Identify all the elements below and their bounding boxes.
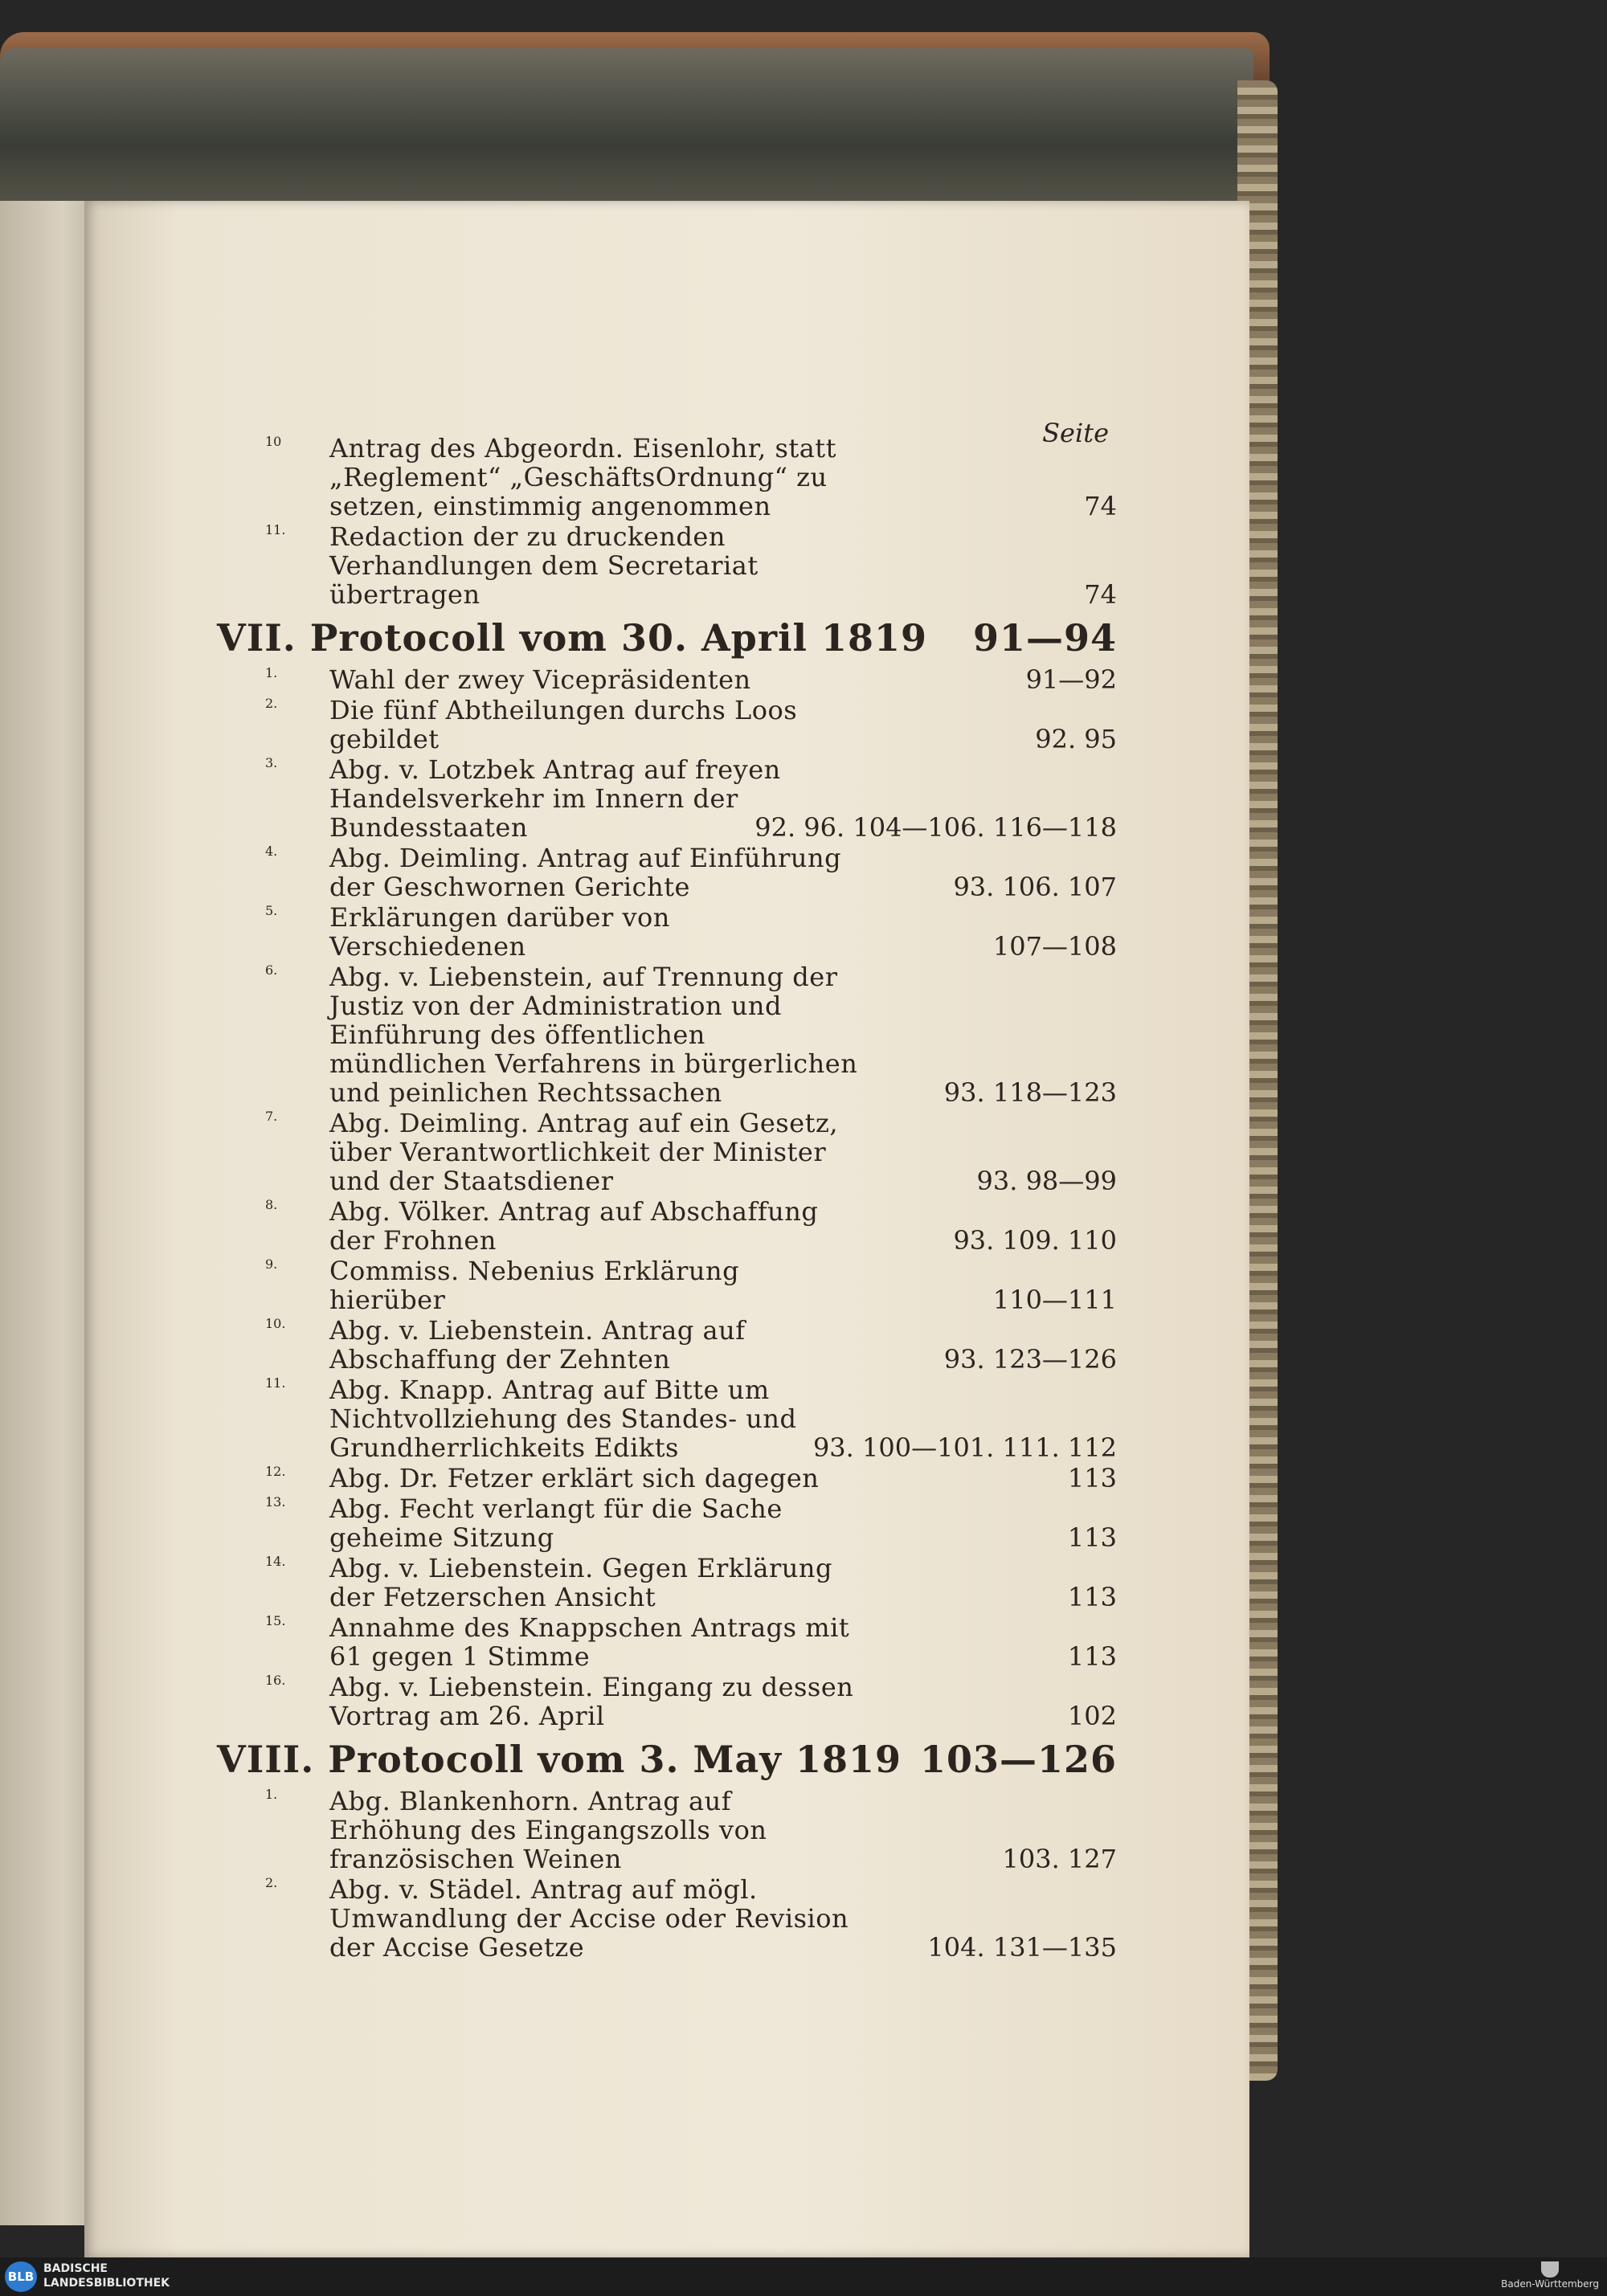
entry-number: 14. (265, 1554, 286, 1569)
footer-bar (0, 2257, 1607, 2296)
entry-number: 13. (265, 1494, 286, 1510)
entry-text: Abg. v. Liebenstein, auf Trennung der Justiz von der Administration und Einführung des öffentlichen mündlichen Verfahrens in bürgerlichen und peinlichen Rechtssachen (329, 962, 858, 1108)
section-7-entries (265, 665, 1117, 1730)
entry-text: Abg. v. Liebenstein. Gegen Erklärung der Fetzerschen Ansicht (329, 1553, 832, 1612)
state-mark (1501, 2261, 1599, 2290)
toc-entry (265, 1464, 1117, 1493)
entry-number: 11. (265, 522, 286, 537)
library-logo-icon: BLB (5, 2261, 37, 2292)
entry-text: Commiss. Nebenius Erklärung hierüber (329, 1256, 740, 1315)
entry-text: Abg. v. Städel. Antrag auf mögl. Umwandlung der Accise oder Revision der Accise Gesetze (329, 1874, 849, 1963)
entry-text: Annahme des Knappschen Antrags mit 61 gegen 1 Stimme (329, 1612, 850, 1672)
page-content (217, 410, 1117, 1963)
entry-pages: 113 (1067, 1582, 1117, 1612)
library-name-line2: LANDESBIBLIOTHEK (43, 2277, 170, 2290)
toc-entry (265, 1197, 1117, 1255)
entry-text: Abg. Knapp. Antrag auf Bitte um Nichtvollziehung des Standes- und Grundherrlichkeits Edikts (329, 1375, 797, 1463)
entry-pages: 113 (1067, 1522, 1117, 1553)
toc-entry (265, 522, 1117, 609)
entry-number: 9. (265, 1256, 278, 1272)
entry-pages: 102 (1067, 1701, 1117, 1731)
entry-number: 1. (265, 665, 278, 680)
entry-pages: 93. 100—101. 111. 112 (812, 1432, 1117, 1463)
toc-entry (265, 696, 1117, 754)
entry-pages: 107—108 (992, 931, 1117, 962)
entry-number: 7. (265, 1109, 278, 1124)
entry-number: 3. (265, 755, 278, 770)
entry-text: Erklärungen darüber von Verschiedenen (329, 902, 670, 962)
entry-pages: 93. 106. 107 (953, 872, 1117, 902)
entry-number: 10 (265, 434, 282, 449)
entry-text: Abg. Blankenhorn. Antrag auf Erhöhung des Eingangszolls von französischen Weinen (329, 1786, 767, 1874)
entry-pages: 93. 109. 110 (953, 1225, 1117, 1256)
intro-entries (265, 410, 1117, 609)
entry-number: 10. (265, 1316, 286, 1331)
library-name-line1: BADISCHE (43, 2262, 108, 2275)
entry-text: Abg. Fecht verlangt für die Sache geheime Sitzung (329, 1493, 783, 1553)
seite-label: Seite (1042, 418, 1109, 448)
section-title: VII. Protocoll vom 30. April 1819 (217, 616, 928, 660)
entry-pages: 93. 123—126 (943, 1344, 1117, 1375)
entry-number: 2. (265, 1875, 278, 1890)
section-title: VIII. Protocoll vom 3. May 1819 (217, 1738, 902, 1781)
entry-text: Abg. v. Liebenstein. Eingang zu dessen Vortrag am 26. April (329, 1672, 854, 1731)
entry-text: Antrag des Abgeordn. Eisenlohr, statt „Reglement“ „GeschäftsOrdnung“ zu setzen, einstimmig angenommen (329, 433, 837, 521)
toc-entry (265, 1787, 1117, 1873)
entry-number: 16. (265, 1673, 286, 1688)
library-name (43, 2261, 170, 2290)
toc-entry (265, 1109, 1117, 1195)
entry-number: 6. (265, 962, 278, 978)
entry-pages: 93. 98—99 (976, 1166, 1117, 1196)
entry-pages: 110—111 (992, 1285, 1117, 1315)
entry-pages: 113 (1067, 1463, 1117, 1493)
toc-entry (265, 962, 1117, 1107)
section-heading-8 (217, 1735, 1117, 1783)
entry-text: Abg. v. Liebenstein. Antrag auf Abschaffung der Zehnten (329, 1315, 746, 1375)
entry-pages: 103. 127 (1002, 1844, 1117, 1874)
entry-text: Redaction der zu druckenden Verhandlungen dem Secretariat übertragen (329, 521, 759, 610)
toc-entry (265, 1673, 1117, 1730)
entry-pages: 113 (1067, 1641, 1117, 1672)
coat-of-arms-icon (1541, 2261, 1559, 2278)
section-8-entries (265, 1787, 1117, 1962)
toc-entry (265, 1256, 1117, 1314)
entry-text: Abg. Dr. Fetzer erklärt sich dagegen (329, 1463, 820, 1493)
entry-text: Abg. Deimling. Antrag auf Einführung der Geschwornen Gerichte (329, 843, 842, 902)
entry-number: 11. (265, 1375, 286, 1391)
toc-entry (265, 755, 1117, 842)
entry-text: Die fünf Abtheilungen durchs Loos gebildet (329, 695, 798, 754)
section-heading-7 (217, 614, 1117, 662)
toc-entry (265, 1494, 1117, 1552)
toc-entry (265, 434, 1117, 521)
entry-pages: 91—92 (1025, 664, 1117, 695)
entry-pages: 104. 131—135 (927, 1932, 1117, 1963)
state-mark-label: Baden-Württemberg (1501, 2278, 1599, 2290)
entry-text: Abg. Völker. Antrag auf Abschaffung der Frohnen (329, 1196, 819, 1256)
section-pages: 103—126 (919, 1738, 1117, 1781)
toc-entry (265, 1316, 1117, 1374)
book-page-edges (0, 48, 1253, 209)
entry-number: 1. (265, 1787, 278, 1802)
toc-entry (265, 1554, 1117, 1612)
entry-pages: 92. 96. 104—106. 116—118 (754, 812, 1117, 843)
toc-entry (265, 1613, 1117, 1671)
entry-pages: 74 (1084, 579, 1117, 610)
entry-pages: 92. 95 (1035, 724, 1117, 754)
entry-number: 12. (265, 1464, 286, 1479)
toc-entry (265, 1875, 1117, 1962)
entry-number: 5. (265, 903, 278, 918)
entry-number: 4. (265, 844, 278, 859)
toc-entry (265, 844, 1117, 901)
entry-text: Wahl der zwey Vicepräsidenten (329, 664, 751, 695)
entry-number: 2. (265, 696, 278, 711)
entry-number: 15. (265, 1613, 286, 1628)
entry-pages: 93. 118—123 (943, 1077, 1117, 1108)
entry-pages: 74 (1084, 491, 1117, 521)
left-page-sliver (0, 201, 88, 2225)
toc-entry (265, 1375, 1117, 1462)
section-pages: 91—94 (972, 616, 1117, 660)
toc-entry (265, 903, 1117, 961)
entry-number: 8. (265, 1197, 278, 1212)
toc-entry (265, 665, 1117, 694)
entry-text: Abg. v. Lotzbek Antrag auf freyen Handelsverkehr im Innern der Bundesstaaten (329, 754, 781, 843)
entry-text: Abg. Deimling. Antrag auf ein Gesetz, über Verantwortlichkeit der Minister und der Staatsdiener (329, 1108, 839, 1196)
